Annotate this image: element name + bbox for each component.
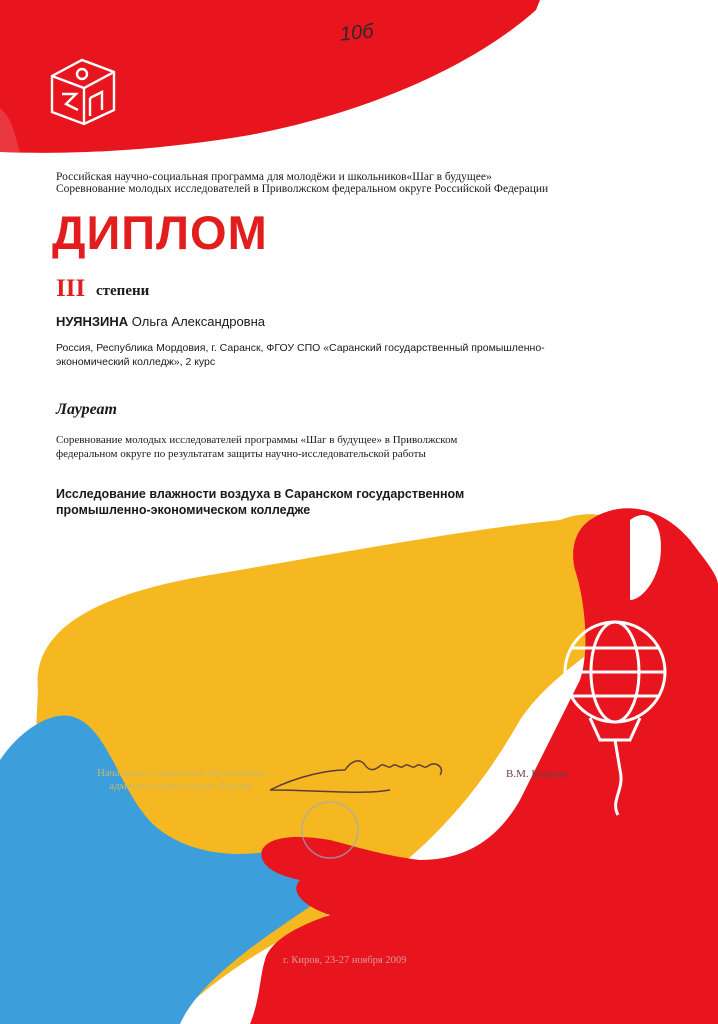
handwritten-number: 10б	[338, 20, 375, 46]
recipient-name	[56, 314, 265, 330]
diploma-title: ДИПЛОМ	[52, 206, 268, 259]
signatory-left-line2: администрации города Кирова	[109, 780, 253, 792]
signatory-left	[66, 767, 296, 793]
recipient-given-names: Ольга Александровна	[131, 314, 265, 329]
competition-description: Соревнование молодых исследователей программы «Шаг в будущее» в Приволжском федеральном округе по результатам защиты научно-исследовательской работы	[56, 434, 458, 460]
signatory-left-line1: Начальник управления образования	[96, 767, 266, 779]
recipient-surname: НУЯНЗИНА	[56, 314, 129, 329]
degree-word: степени	[96, 283, 150, 299]
event-place-date: г. Киров, 23-27 ноября 2009	[283, 955, 407, 966]
recipient-affiliation: Россия, Республика Мордовия, г. Саранск, ФГОУ СПО «Саранский государственный промышленно-экономический колледж», 2 курс	[56, 342, 545, 368]
degree-numeral: III	[56, 275, 86, 302]
program-line-2: Соревнование молодых исследователей в Приволжском федеральном округе Российской Федерации	[56, 183, 549, 195]
award-status: Лауреат	[56, 401, 117, 418]
top-red-band	[0, 0, 540, 153]
signatory-right-name: В.М. Кощеев	[506, 768, 568, 780]
program-line-1: Российская научно-социальная программа для молодёжи и школьников«Шаг в будущее»	[56, 171, 492, 183]
work-title: Исследование влажности воздуха в Саранском государственном промышленно-экономическом колледже	[56, 487, 465, 517]
